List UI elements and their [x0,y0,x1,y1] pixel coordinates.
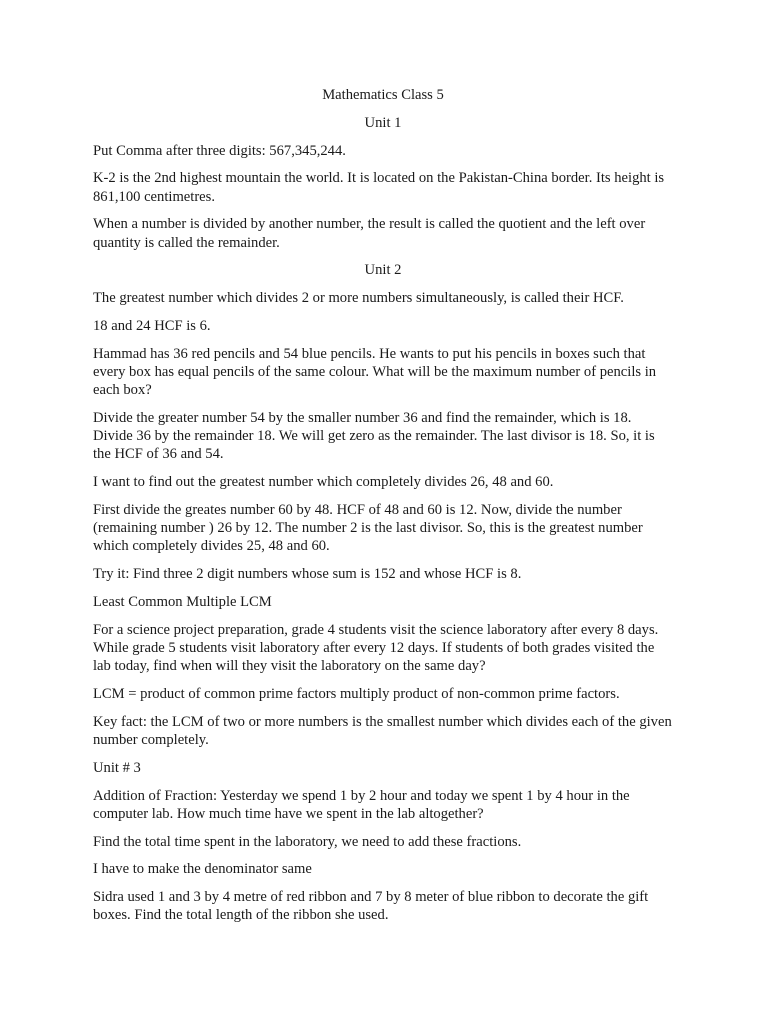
document-title: Mathematics Class 5 [322,87,444,103]
paragraph-lcm-formula: LCM = product of common prime factors multiply product of non-common prime factors. [93,685,620,702]
unit-2-heading: Unit 2 [364,262,402,279]
document-page [93,86,673,934]
paragraph-quotient: When a number is divided by another number, the result is called the quotient and the left over quantity is called the remainder. [93,216,646,251]
paragraph-denominator: I have to make the denominator same [93,861,312,878]
lcm-heading: Least Common Multiple LCM [93,593,272,610]
paragraph-first-divide: First divide the greates number 60 by 48. HCF of 48 and 60 is 12. Now, divide the number (remaining number ) 26 by 12. The number 2 is the last divisor. So, this is the greatest number which completely divides 25, 48 and 60. [93,501,643,555]
unit-3-heading: Unit # 3 [93,759,141,776]
paragraph-comma: Put Comma after three digits: 567,345,244. [93,142,346,159]
paragraph-sidra: Sidra used 1 and 3 by 4 metre of red ribbon and 7 by 8 meter of blue ribbon to decorate the gift boxes. Find the total length of the ribbon she used. [93,889,649,924]
paragraph-hcf-definition: The greatest number which divides 2 or more numbers simultaneously, is called their HCF. [93,290,624,307]
paragraph-addition: Addition of Fraction: Yesterday we spend 1 by 2 hour and today we spent 1 by 4 hour in the computer lab. How much time have we spent in the lab altogether? [93,787,630,822]
paragraph-key-fact: Key fact: the LCM of two or more numbers is the smallest number which divides each of the given number completely. [93,713,672,748]
paragraph-total-time: Find the total time spent in the laboratory, we need to add these fractions. [93,833,522,850]
paragraph-hammad: Hammad has 36 red pencils and 54 blue pencils. He wants to put his pencils in boxes such that every box has equal pencils of the same colour. What will be the maximum number of pencils in each box? [93,345,657,399]
paragraph-divide-54: Divide the greater number 54 by the smaller number 36 and find the remainder, which is 18. Divide 36 by the remainder 18. We will get zero as the remainder. The last divisor is 18. So, it is the HCF of 36 and 54. [93,409,655,463]
paragraph-hcf-18-24: 18 and 24 HCF is 6. [93,317,211,334]
paragraph-find-greatest: I want to find out the greatest number which completely divides 26, 48 and 60. [93,474,554,491]
paragraph-science-project: For a science project preparation, grade 4 students visit the science laboratory after every 8 days. While grade 5 students visit laboratory after every 12 days. If students of both grades visited the lab today, find when will they visit the laboratory on the same day? [93,621,659,675]
unit-1-heading: Unit 1 [364,114,402,131]
paragraph-k2: K-2 is the 2nd highest mountain the world. It is located on the Pakistan-China border. Its height is 861,100 centimetres. [93,170,665,205]
paragraph-try-it: Try it: Find three 2 digit numbers whose sum is 152 and whose HCF is 8. [93,566,522,583]
